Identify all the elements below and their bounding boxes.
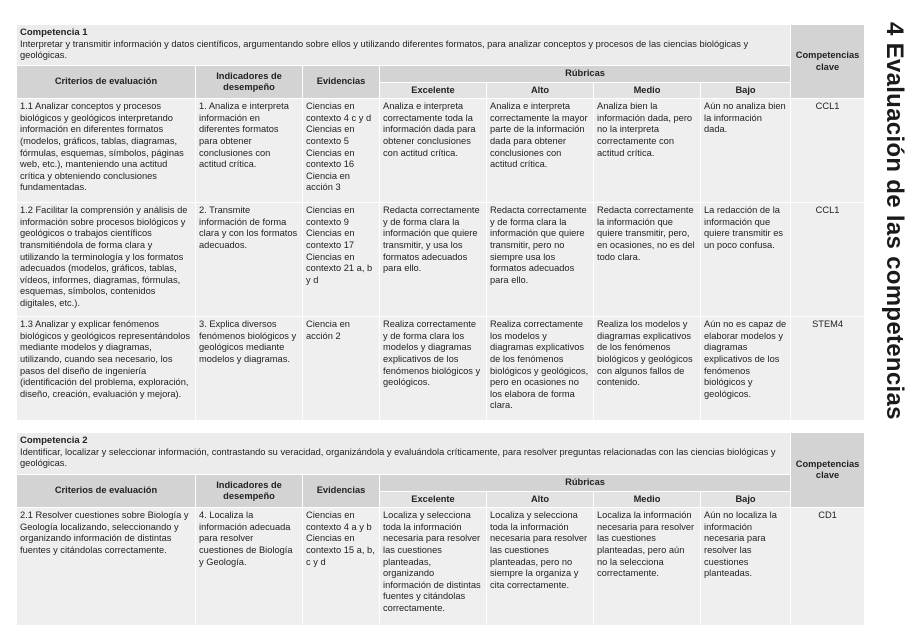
excelente-cell: Analiza e interpreta correctamente toda la información dada para obtener conclusiones con actitud crítica. (380, 99, 487, 203)
excelente-cell: Realiza correctamente y de forma clara los modelos y diagramas explicativos de los fenómenos biológicos y geológicos. (380, 317, 487, 421)
bajo-header: Bajo (701, 491, 791, 508)
evidencias-cell: Ciencia en acción 2 (303, 317, 380, 421)
table-row (17, 317, 865, 421)
excelente-cell: Redacta correctamente y de forma clara la información que quiere transmitir, y usa los formatos adecuados para ello. (380, 203, 487, 317)
evidencias-cell: Ciencias en contexto 9 Ciencias en contexto 17 Ciencias en contexto 21 a, b y d (303, 203, 380, 317)
competencia-1-table (16, 24, 865, 421)
criterio-cell: 1.2 Facilitar la comprensión y análisis de información sobre procesos biológicos y geológicos o trabajos científicos transmitiéndola de forma clara y utilizando la terminología y los formatos adecuados (modelos, gráficos, tablas, vídeos, informes, diagramas, fórmulas, esquemas, símbolos, contenidos digitales, etc.). (17, 203, 196, 317)
rubricas-header: Rúbricas (380, 66, 791, 83)
alto-cell: Localiza y selecciona toda la información necesaria para resolver las cuestiones planteadas, pero no siempre la organiza y cita correctamente. (487, 508, 594, 626)
indicadores-header: Indicadores de desempeño (196, 475, 303, 508)
competencia-1-header (17, 25, 791, 66)
side-title (872, 22, 912, 420)
competencia-2-title: Competencia 2 (20, 435, 88, 446)
bajo-cell: La redacción de la información que quiere transmitir es un poco confusa. (701, 203, 791, 317)
evidencias-cell: Ciencias en contexto 4 a y b Ciencias en contexto 15 a, b, c y d (303, 508, 380, 626)
competencia-1-description: Interpretar y transmitir información y datos científicos, argumentando sobre ellos y utilizando diferentes formatos, para analizar conceptos y procesos de las ciencias biológicas y geológicas. (20, 38, 749, 61)
indicador-cell: 3. Explica diversos fenómenos biológicos y geológicos mediante modelos y diagramas. (196, 317, 303, 421)
excelente-header: Excelente (380, 82, 487, 99)
indicador-cell: 2. Transmite información de forma clara y con los formatos adecuados. (196, 203, 303, 317)
medio-cell: Redacta correctamente la información que quiere transmitir, pero, en ocasiones, no es del todo clara. (594, 203, 701, 317)
alto-header: Alto (487, 82, 594, 99)
bajo-cell: Aún no es capaz de elaborar modelos y diagramas explicativos de los fenómenos biológicos y geológicos. (701, 317, 791, 421)
bajo-cell: Aún no localiza la información necesaria para resolver las cuestiones planteadas. (701, 508, 791, 626)
excelente-cell: Localiza y selecciona toda la información necesaria para resolver las cuestiones planteadas, organizando información de distintas fuentes y citándolas correctamente. (380, 508, 487, 626)
clave-cell: CCL1 (791, 99, 865, 203)
table-row (17, 508, 865, 626)
competencias-clave-header: Competencias clave (791, 433, 865, 508)
competencia-1-title: Competencia 1 (20, 27, 88, 38)
indicador-cell: 4. Localiza la información adecuada para resolver cuestiones de Biología y Geología. (196, 508, 303, 626)
excelente-header: Excelente (380, 491, 487, 508)
competencia-2-header (17, 433, 791, 475)
bajo-header: Bajo (701, 82, 791, 99)
criterios-header: Criterios de evaluación (17, 475, 196, 508)
indicadores-header: Indicadores de desempeño (196, 66, 303, 99)
criterios-header: Criterios de evaluación (17, 66, 196, 99)
alto-cell: Analiza e interpreta correctamente la mayor parte de la información dada para obtener conclusiones con actitud crítica. (487, 99, 594, 203)
competencias-clave-header: Competencias clave (791, 25, 865, 99)
rubricas-header: Rúbricas (380, 475, 791, 492)
evidencias-header: Evidencias (303, 66, 380, 99)
clave-cell: CCL1 (791, 203, 865, 317)
alto-header: Alto (487, 491, 594, 508)
medio-cell: Realiza los modelos y diagramas explicativos de los fenómenos biológicos y geológicos con algunos fallos de contenido. (594, 317, 701, 421)
criterio-cell: 2.1 Resolver cuestiones sobre Biología y Geología localizando, seleccionando y organizando información de distintas fuentes y citándolas correctamente. (17, 508, 196, 626)
alto-cell: Realiza correctamente los modelos y diagramas explicativos de los fenómenos biológicos y geológicos, pero en ocasiones no los elabora de forma clara. (487, 317, 594, 421)
clave-cell: STEM4 (791, 317, 865, 421)
clave-cell: CD1 (791, 508, 865, 626)
evidencias-cell: Ciencias en contexto 4 c y d Ciencias en contexto 5 Ciencias en contexto 16 Ciencia en acción 3 (303, 99, 380, 203)
criterio-cell: 1.3 Analizar y explicar fenómenos biológicos y geológicos representándolos mediante modelos y diagramas, utilizando, cuando sea necesario, los pasos del diseño de ingeniería (identificación del problema, exploración, diseño, creación, evaluación y mejora). (17, 317, 196, 421)
medio-header: Medio (594, 82, 701, 99)
medio-header: Medio (594, 491, 701, 508)
table-row (17, 203, 865, 317)
evidencias-header: Evidencias (303, 475, 380, 508)
competencia-2-description: Identificar, localizar y seleccionar información, contrastando su veracidad, organizándola y evaluándola críticamente, para resolver preguntas relacionadas con las ciencias biológicas y geológicas. (20, 446, 776, 469)
indicador-cell: 1. Analiza e interpreta información en diferentes formatos para obtener conclusiones con actitud crítica. (196, 99, 303, 203)
competencia-2-table (16, 432, 865, 626)
alto-cell: Redacta correctamente y de forma clara la información que quiere transmitir, pero no siempre usa los formatos adecuados para ello. (487, 203, 594, 317)
bajo-cell: Aún no analiza bien la información dada. (701, 99, 791, 203)
criterio-cell: 1.1 Analizar conceptos y procesos biológicos y geológicos interpretando información en diferentes formatos (modelos, gráficos, tablas, diagramas, fórmulas, esquemas, símbolos, páginas web, etc.), manteniendo una actitud crítica y obteniendo conclusiones fundamentadas. (17, 99, 196, 203)
medio-cell: Localiza la información necesaria para resolver las cuestiones planteadas, pero aún no la selecciona correctamente. (594, 508, 701, 626)
medio-cell: Analiza bien la información dada, pero no la interpreta correctamente con actitud crítica. (594, 99, 701, 203)
side-title-text: 4 Evaluación de las competencias (881, 22, 908, 420)
table-row (17, 99, 865, 203)
